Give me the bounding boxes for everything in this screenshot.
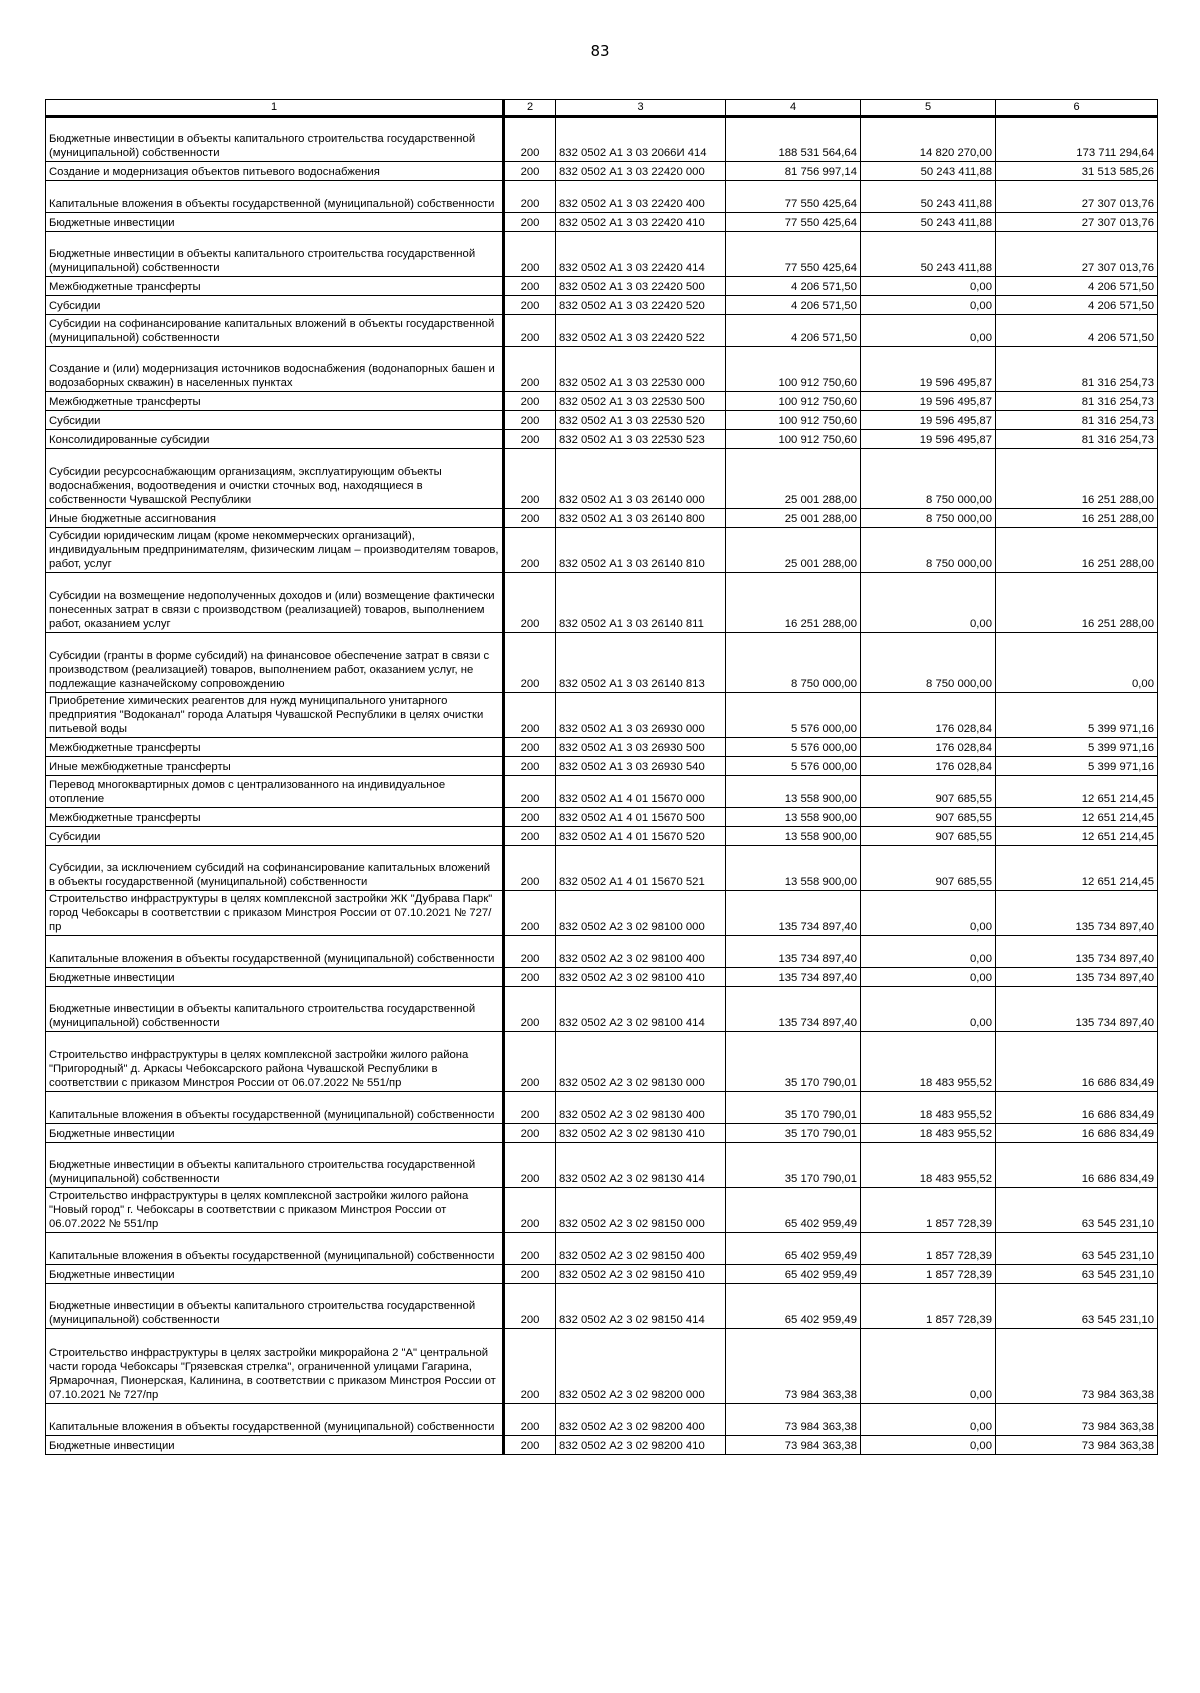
table-row <box>46 936 1158 968</box>
row-value-col5: 0,00 <box>861 315 996 347</box>
row-value-col6: 12 651 214,45 <box>996 776 1158 808</box>
row-admin-code: 200 <box>504 347 556 392</box>
row-classification-code: 832 0502 А1 3 03 2066И 414 <box>556 117 726 162</box>
row-value-col6: 16 686 834,49 <box>996 1143 1158 1188</box>
row-value-col5: 0,00 <box>861 1404 996 1436</box>
row-classification-code: 832 0502 А2 3 02 98130 000 <box>556 1032 726 1092</box>
row-admin-code: 200 <box>504 1233 556 1265</box>
row-admin-code: 200 <box>504 277 556 296</box>
row-classification-code: 832 0502 А1 3 03 26140 000 <box>556 449 726 509</box>
row-classification-code: 832 0502 А1 3 03 22420 414 <box>556 232 726 277</box>
table-row <box>46 181 1158 213</box>
row-admin-code: 200 <box>504 757 556 776</box>
row-name: Строительство инфраструктуры в целях комплексной застройки жилого района "Пригородный" д. Аркасы Чебоксарского района Чувашской Республики в соответствии с приказом Минстроя России от 06.07.2022 № 551/пр <box>46 1032 504 1092</box>
header-row <box>46 100 1158 117</box>
row-admin-code: 200 <box>504 738 556 757</box>
row-value-col6: 63 545 231,10 <box>996 1265 1158 1284</box>
table-row <box>46 1404 1158 1436</box>
row-admin-code: 200 <box>504 1265 556 1284</box>
row-admin-code: 200 <box>504 987 556 1032</box>
table-row <box>46 1143 1158 1188</box>
row-value-col4: 81 756 997,14 <box>726 162 861 181</box>
row-name: Межбюджетные трансферты <box>46 392 504 411</box>
row-value-col4: 25 001 288,00 <box>726 449 861 509</box>
row-value-col5: 907 685,55 <box>861 846 996 891</box>
row-classification-code: 832 0502 А2 3 02 98200 000 <box>556 1329 726 1404</box>
row-value-col4: 65 402 959,49 <box>726 1188 861 1233</box>
row-name: Бюджетные инвестиции в объекты капитального строительства государственной (муниципальной) собственности <box>46 987 504 1032</box>
row-value-col5: 1 857 728,39 <box>861 1284 996 1329</box>
row-classification-code: 832 0502 А1 3 03 26140 811 <box>556 573 726 633</box>
row-value-col4: 13 558 900,00 <box>726 827 861 846</box>
row-classification-code: 832 0502 А1 3 03 22530 520 <box>556 411 726 430</box>
row-value-col4: 13 558 900,00 <box>726 808 861 827</box>
row-value-col5: 18 483 955,52 <box>861 1143 996 1188</box>
page-number: 83 <box>590 42 610 60</box>
table-row <box>46 968 1158 987</box>
row-value-col5: 0,00 <box>861 573 996 633</box>
row-value-col6: 81 316 254,73 <box>996 430 1158 449</box>
row-value-col4: 100 912 750,60 <box>726 347 861 392</box>
row-value-col6: 135 734 897,40 <box>996 968 1158 987</box>
row-name: Бюджетные инвестиции <box>46 213 504 232</box>
row-classification-code: 832 0502 А2 3 02 98100 414 <box>556 987 726 1032</box>
table-row <box>46 1124 1158 1143</box>
row-admin-code: 200 <box>504 162 556 181</box>
row-value-col4: 100 912 750,60 <box>726 430 861 449</box>
row-classification-code: 832 0502 А1 4 01 15670 521 <box>556 846 726 891</box>
row-value-col4: 35 170 790,01 <box>726 1092 861 1124</box>
table-row <box>46 1436 1158 1455</box>
header-col-6: 6 <box>996 100 1158 117</box>
row-value-col5: 0,00 <box>861 936 996 968</box>
row-admin-code: 200 <box>504 968 556 987</box>
row-value-col5: 0,00 <box>861 891 996 936</box>
row-value-col6: 16 686 834,49 <box>996 1092 1158 1124</box>
row-admin-code: 200 <box>504 509 556 528</box>
row-value-col6: 81 316 254,73 <box>996 392 1158 411</box>
row-admin-code: 200 <box>504 213 556 232</box>
row-value-col5: 0,00 <box>861 277 996 296</box>
row-name: Консолидированные субсидии <box>46 430 504 449</box>
row-value-col4: 65 402 959,49 <box>726 1233 861 1265</box>
row-value-col6: 5 399 971,16 <box>996 693 1158 738</box>
row-name: Капитальные вложения в объекты государственной (муниципальной) собственности <box>46 936 504 968</box>
row-classification-code: 832 0502 А1 4 01 15670 500 <box>556 808 726 827</box>
row-value-col5: 0,00 <box>861 1329 996 1404</box>
row-admin-code: 200 <box>504 846 556 891</box>
row-value-col5: 19 596 495,87 <box>861 392 996 411</box>
row-value-col5: 19 596 495,87 <box>861 430 996 449</box>
row-name: Бюджетные инвестиции <box>46 968 504 987</box>
row-admin-code: 200 <box>504 633 556 693</box>
table-row <box>46 117 1158 162</box>
row-value-col4: 13 558 900,00 <box>726 776 861 808</box>
row-name: Межбюджетные трансферты <box>46 808 504 827</box>
table-row <box>46 277 1158 296</box>
row-classification-code: 832 0502 А2 3 02 98200 410 <box>556 1436 726 1455</box>
row-value-col6: 73 984 363,38 <box>996 1329 1158 1404</box>
table-row <box>46 430 1158 449</box>
row-value-col6: 16 251 288,00 <box>996 528 1158 573</box>
row-value-col5: 176 028,84 <box>861 738 996 757</box>
row-admin-code: 200 <box>504 1143 556 1188</box>
row-name: Субсидии, за исключением субсидий на софинансирование капитальных вложений в объекты государственной (муниципальной) собственности <box>46 846 504 891</box>
row-classification-code: 832 0502 А2 3 02 98150 410 <box>556 1265 726 1284</box>
row-value-col5: 50 243 411,88 <box>861 162 996 181</box>
row-value-col4: 35 170 790,01 <box>726 1124 861 1143</box>
table-row <box>46 808 1158 827</box>
row-name: Бюджетные инвестиции в объекты капитального строительства государственной (муниципальной) собственности <box>46 1284 504 1329</box>
table-row <box>46 232 1158 277</box>
row-admin-code: 200 <box>504 808 556 827</box>
row-admin-code: 200 <box>504 449 556 509</box>
row-classification-code: 832 0502 А1 3 03 22420 522 <box>556 315 726 347</box>
row-value-col6: 16 686 834,49 <box>996 1032 1158 1092</box>
row-value-col5: 19 596 495,87 <box>861 411 996 430</box>
row-value-col5: 1 857 728,39 <box>861 1265 996 1284</box>
row-value-col4: 16 251 288,00 <box>726 573 861 633</box>
row-value-col6: 73 984 363,38 <box>996 1404 1158 1436</box>
row-name: Иные бюджетные ассигнования <box>46 509 504 528</box>
row-value-col4: 73 984 363,38 <box>726 1436 861 1455</box>
row-admin-code: 200 <box>504 315 556 347</box>
table-row <box>46 213 1158 232</box>
row-value-col4: 135 734 897,40 <box>726 891 861 936</box>
row-value-col5: 0,00 <box>861 987 996 1032</box>
row-value-col6: 4 206 571,50 <box>996 315 1158 347</box>
row-classification-code: 832 0502 А2 3 02 98200 400 <box>556 1404 726 1436</box>
row-value-col6: 16 686 834,49 <box>996 1124 1158 1143</box>
row-name: Субсидии юридическим лицам (кроме некоммерческих организаций), индивидуальным предпринимателям, физическим лицам – производителям товаров, работ, услуг <box>46 528 504 573</box>
row-value-col4: 77 550 425,64 <box>726 232 861 277</box>
row-value-col4: 73 984 363,38 <box>726 1404 861 1436</box>
row-admin-code: 200 <box>504 936 556 968</box>
row-value-col5: 50 243 411,88 <box>861 213 996 232</box>
table-row <box>46 827 1158 846</box>
table-row <box>46 757 1158 776</box>
row-name: Субсидии ресурсоснабжающим организациям, эксплуатирующим объекты водоснабжения, водоотведения и очистки сточных вод, находящиеся в собственности Чувашской Республики <box>46 449 504 509</box>
table-row <box>46 738 1158 757</box>
row-value-col4: 4 206 571,50 <box>726 296 861 315</box>
table-row <box>46 1284 1158 1329</box>
row-name: Создание и модернизация объектов питьевого водоснабжения <box>46 162 504 181</box>
row-admin-code: 200 <box>504 232 556 277</box>
row-value-col4: 100 912 750,60 <box>726 392 861 411</box>
table-row <box>46 162 1158 181</box>
table-row <box>46 891 1158 936</box>
row-value-col4: 77 550 425,64 <box>726 213 861 232</box>
row-value-col4: 35 170 790,01 <box>726 1143 861 1188</box>
row-value-col6: 81 316 254,73 <box>996 411 1158 430</box>
row-name: Строительство инфраструктуры в целях комплексной застройки ЖК "Дубрава Парк" город Чебоксары в соответствии с приказом Минстроя России от 07.10.2021 № 727/пр <box>46 891 504 936</box>
row-admin-code: 200 <box>504 117 556 162</box>
row-classification-code: 832 0502 А2 3 02 98150 400 <box>556 1233 726 1265</box>
table-row <box>46 987 1158 1032</box>
row-value-col5: 176 028,84 <box>861 757 996 776</box>
row-value-col6: 12 651 214,45 <box>996 808 1158 827</box>
row-classification-code: 832 0502 А1 3 03 26140 810 <box>556 528 726 573</box>
row-name: Бюджетные инвестиции в объекты капитального строительства государственной (муниципальной) собственности <box>46 232 504 277</box>
row-value-col5: 14 820 270,00 <box>861 117 996 162</box>
row-value-col5: 8 750 000,00 <box>861 528 996 573</box>
row-name: Бюджетные инвестиции <box>46 1124 504 1143</box>
row-value-col6: 5 399 971,16 <box>996 757 1158 776</box>
row-name: Межбюджетные трансферты <box>46 277 504 296</box>
row-value-col6: 12 651 214,45 <box>996 846 1158 891</box>
row-admin-code: 200 <box>504 411 556 430</box>
row-value-col4: 73 984 363,38 <box>726 1329 861 1404</box>
row-value-col5: 176 028,84 <box>861 693 996 738</box>
row-classification-code: 832 0502 А1 3 03 26140 813 <box>556 633 726 693</box>
row-admin-code: 200 <box>504 573 556 633</box>
row-classification-code: 832 0502 А1 3 03 26930 540 <box>556 757 726 776</box>
table-row <box>46 1265 1158 1284</box>
row-classification-code: 832 0502 А2 3 02 98150 414 <box>556 1284 726 1329</box>
row-value-col6: 81 316 254,73 <box>996 347 1158 392</box>
row-value-col6: 4 206 571,50 <box>996 296 1158 315</box>
row-name: Капитальные вложения в объекты государственной (муниципальной) собственности <box>46 1233 504 1265</box>
row-admin-code: 200 <box>504 693 556 738</box>
row-admin-code: 200 <box>504 392 556 411</box>
table-row <box>46 296 1158 315</box>
row-value-col4: 13 558 900,00 <box>726 846 861 891</box>
row-classification-code: 832 0502 А1 3 03 22420 520 <box>556 296 726 315</box>
row-value-col6: 63 545 231,10 <box>996 1284 1158 1329</box>
row-classification-code: 832 0502 А1 3 03 22420 000 <box>556 162 726 181</box>
table-row <box>46 315 1158 347</box>
row-name: Бюджетные инвестиции в объекты капитального строительства государственной (муниципальной) собственности <box>46 1143 504 1188</box>
row-name: Капитальные вложения в объекты государственной (муниципальной) собственности <box>46 1404 504 1436</box>
row-value-col4: 35 170 790,01 <box>726 1032 861 1092</box>
row-value-col6: 16 251 288,00 <box>996 509 1158 528</box>
table-row <box>46 633 1158 693</box>
table-row <box>46 528 1158 573</box>
row-value-col6: 135 734 897,40 <box>996 936 1158 968</box>
row-value-col4: 5 576 000,00 <box>726 693 861 738</box>
row-value-col6: 27 307 013,76 <box>996 232 1158 277</box>
row-classification-code: 832 0502 А1 4 01 15670 520 <box>556 827 726 846</box>
row-classification-code: 832 0502 А2 3 02 98100 000 <box>556 891 726 936</box>
table-body <box>46 117 1158 1455</box>
row-value-col5: 8 750 000,00 <box>861 509 996 528</box>
row-classification-code: 832 0502 А2 3 02 98130 414 <box>556 1143 726 1188</box>
row-classification-code: 832 0502 А2 3 02 98130 400 <box>556 1092 726 1124</box>
table-row <box>46 509 1158 528</box>
row-admin-code: 200 <box>504 528 556 573</box>
row-admin-code: 200 <box>504 1092 556 1124</box>
table-row <box>46 347 1158 392</box>
row-value-col4: 135 734 897,40 <box>726 968 861 987</box>
row-classification-code: 832 0502 А1 3 03 22420 400 <box>556 181 726 213</box>
row-name: Субсидии <box>46 411 504 430</box>
row-admin-code: 200 <box>504 1404 556 1436</box>
table-row <box>46 392 1158 411</box>
row-admin-code: 200 <box>504 1124 556 1143</box>
row-name: Бюджетные инвестиции <box>46 1265 504 1284</box>
row-name: Создание и (или) модернизация источников водоснабжения (водонапорных башен и водозаборных скважин) в населенных пунктах <box>46 347 504 392</box>
row-value-col6: 27 307 013,76 <box>996 213 1158 232</box>
row-value-col4: 5 576 000,00 <box>726 738 861 757</box>
row-value-col4: 8 750 000,00 <box>726 633 861 693</box>
row-value-col6: 12 651 214,45 <box>996 827 1158 846</box>
header-col-3: 3 <box>556 100 726 117</box>
row-value-col6: 135 734 897,40 <box>996 891 1158 936</box>
row-value-col4: 25 001 288,00 <box>726 509 861 528</box>
row-name: Строительство инфраструктуры в целях застройки микрорайона 2 "А" центральной части города Чебоксары "Грязевская стрелка", ограниченной улицами Гагарина, Ярмарочная, Пионерская, Калинина, в соответствии с приказом Минстроя России от 07.10.2021 № 727/пр <box>46 1329 504 1404</box>
row-classification-code: 832 0502 А1 3 03 22530 523 <box>556 430 726 449</box>
row-value-col5: 907 685,55 <box>861 776 996 808</box>
row-name: Капитальные вложения в объекты государственной (муниципальной) собственности <box>46 181 504 213</box>
row-value-col4: 135 734 897,40 <box>726 987 861 1032</box>
row-classification-code: 832 0502 А2 3 02 98130 410 <box>556 1124 726 1143</box>
row-name: Иные межбюджетные трансферты <box>46 757 504 776</box>
table-row <box>46 776 1158 808</box>
row-value-col4: 4 206 571,50 <box>726 277 861 296</box>
row-name: Межбюджетные трансферты <box>46 738 504 757</box>
row-value-col5: 0,00 <box>861 1436 996 1455</box>
row-admin-code: 200 <box>504 1436 556 1455</box>
row-name: Перевод многоквартирных домов с централизованного на индивидуальное отопление <box>46 776 504 808</box>
row-classification-code: 832 0502 А1 3 03 22530 500 <box>556 392 726 411</box>
row-name: Капитальные вложения в объекты государственной (муниципальной) собственности <box>46 1092 504 1124</box>
row-value-col5: 19 596 495,87 <box>861 347 996 392</box>
header-col-1: 1 <box>46 100 504 117</box>
row-name: Субсидии <box>46 296 504 315</box>
row-value-col6: 0,00 <box>996 633 1158 693</box>
row-admin-code: 200 <box>504 1284 556 1329</box>
row-name: Субсидии <box>46 827 504 846</box>
row-value-col4: 77 550 425,64 <box>726 181 861 213</box>
row-value-col5: 0,00 <box>861 968 996 987</box>
row-admin-code: 200 <box>504 1032 556 1092</box>
row-value-col6: 135 734 897,40 <box>996 987 1158 1032</box>
row-admin-code: 200 <box>504 1188 556 1233</box>
row-value-col5: 0,00 <box>861 296 996 315</box>
row-value-col5: 907 685,55 <box>861 827 996 846</box>
row-classification-code: 832 0502 А2 3 02 98100 410 <box>556 968 726 987</box>
row-value-col6: 16 251 288,00 <box>996 573 1158 633</box>
row-classification-code: 832 0502 А2 3 02 98150 000 <box>556 1188 726 1233</box>
row-value-col6: 31 513 585,26 <box>996 162 1158 181</box>
table-row <box>46 1233 1158 1265</box>
row-name: Субсидии (гранты в форме субсидий) на финансовое обеспечение затрат в связи с производством (реализацией) товаров, выполнением работ, оказанием услуг, не подлежащие казначейскому сопровождению <box>46 633 504 693</box>
row-value-col5: 8 750 000,00 <box>861 449 996 509</box>
row-classification-code: 832 0502 А1 4 01 15670 000 <box>556 776 726 808</box>
row-value-col6: 173 711 294,64 <box>996 117 1158 162</box>
row-classification-code: 832 0502 А1 3 03 26930 000 <box>556 693 726 738</box>
row-admin-code: 200 <box>504 776 556 808</box>
row-value-col6: 63 545 231,10 <box>996 1188 1158 1233</box>
row-value-col6: 73 984 363,38 <box>996 1436 1158 1455</box>
table-row <box>46 1188 1158 1233</box>
table-header <box>46 100 1158 117</box>
row-admin-code: 200 <box>504 1329 556 1404</box>
row-value-col6: 4 206 571,50 <box>996 277 1158 296</box>
row-value-col5: 50 243 411,88 <box>861 181 996 213</box>
row-classification-code: 832 0502 А1 3 03 26140 800 <box>556 509 726 528</box>
row-admin-code: 200 <box>504 181 556 213</box>
row-value-col4: 188 531 564,64 <box>726 117 861 162</box>
row-value-col4: 25 001 288,00 <box>726 528 861 573</box>
table-row <box>46 411 1158 430</box>
header-col-2: 2 <box>504 100 556 117</box>
row-classification-code: 832 0502 А1 3 03 22420 410 <box>556 213 726 232</box>
row-value-col4: 135 734 897,40 <box>726 936 861 968</box>
row-classification-code: 832 0502 А2 3 02 98100 400 <box>556 936 726 968</box>
budget-table <box>45 99 1158 1455</box>
row-value-col5: 18 483 955,52 <box>861 1124 996 1143</box>
row-admin-code: 200 <box>504 430 556 449</box>
row-value-col5: 1 857 728,39 <box>861 1188 996 1233</box>
row-name: Субсидии на возмещение недополученных доходов и (или) возмещение фактически понесенных затрат в связи с производством (реализацией) товаров, выполнением работ, оказанием услуг <box>46 573 504 633</box>
row-value-col6: 5 399 971,16 <box>996 738 1158 757</box>
row-value-col6: 16 251 288,00 <box>996 449 1158 509</box>
row-classification-code: 832 0502 А1 3 03 26930 500 <box>556 738 726 757</box>
table-row <box>46 449 1158 509</box>
row-name: Бюджетные инвестиции в объекты капитального строительства государственной (муниципальной) собственности <box>46 117 504 162</box>
row-admin-code: 200 <box>504 827 556 846</box>
row-value-col4: 65 402 959,49 <box>726 1284 861 1329</box>
row-value-col6: 27 307 013,76 <box>996 181 1158 213</box>
row-name: Приобретение химических реагентов для нужд муниципального унитарного предприятия "Водоканал" города Алатыря Чувашской Республики в целях очистки питьевой воды <box>46 693 504 738</box>
table-row <box>46 693 1158 738</box>
row-admin-code: 200 <box>504 891 556 936</box>
row-value-col5: 18 483 955,52 <box>861 1092 996 1124</box>
row-value-col4: 4 206 571,50 <box>726 315 861 347</box>
table-row <box>46 1032 1158 1092</box>
row-value-col5: 50 243 411,88 <box>861 232 996 277</box>
table-row <box>46 1329 1158 1404</box>
table-row <box>46 846 1158 891</box>
row-value-col6: 63 545 231,10 <box>996 1233 1158 1265</box>
row-name: Субсидии на софинансирование капитальных вложений в объекты государственной (муниципальной) собственности <box>46 315 504 347</box>
row-value-col4: 5 576 000,00 <box>726 757 861 776</box>
row-classification-code: 832 0502 А1 3 03 22420 500 <box>556 277 726 296</box>
header-col-4: 4 <box>726 100 861 117</box>
row-name: Строительство инфраструктуры в целях комплексной застройки жилого района "Новый город" г. Чебоксары в соответствии с приказом Минстроя России от 06.07.2022 № 551/пр <box>46 1188 504 1233</box>
row-value-col5: 1 857 728,39 <box>861 1233 996 1265</box>
row-admin-code: 200 <box>504 296 556 315</box>
row-name: Бюджетные инвестиции <box>46 1436 504 1455</box>
row-value-col5: 18 483 955,52 <box>861 1032 996 1092</box>
header-col-5: 5 <box>861 100 996 117</box>
row-value-col4: 65 402 959,49 <box>726 1265 861 1284</box>
table-row <box>46 1092 1158 1124</box>
row-value-col5: 8 750 000,00 <box>861 633 996 693</box>
table-row <box>46 573 1158 633</box>
row-value-col5: 907 685,55 <box>861 808 996 827</box>
row-classification-code: 832 0502 А1 3 03 22530 000 <box>556 347 726 392</box>
row-value-col4: 100 912 750,60 <box>726 411 861 430</box>
